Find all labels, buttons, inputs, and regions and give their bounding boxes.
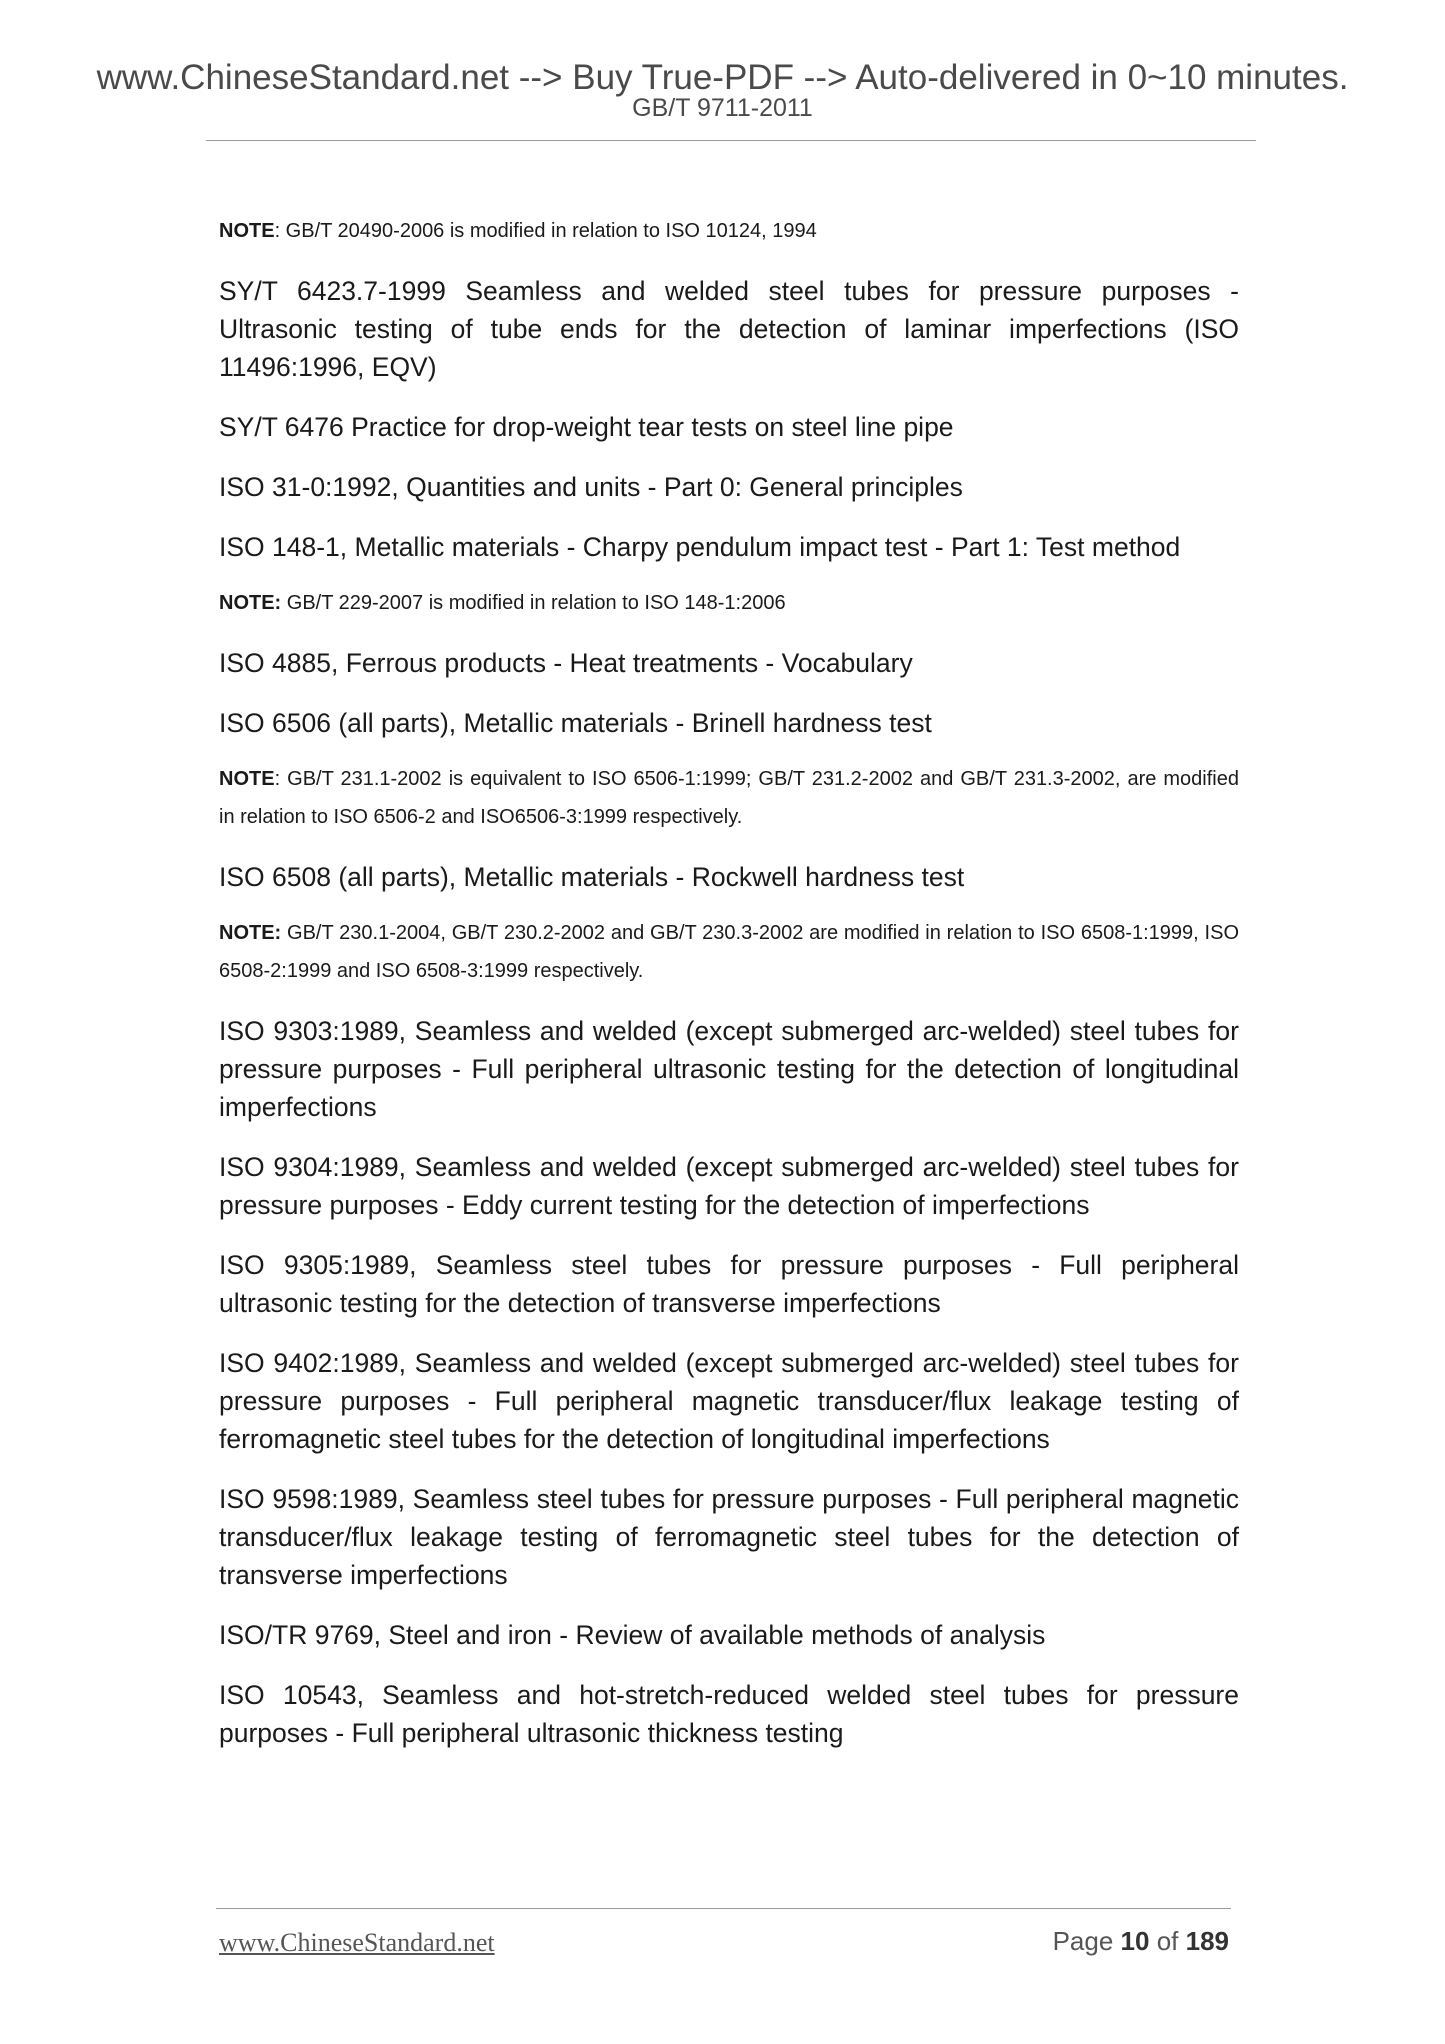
reference-entry: ISO 9402:1989, Seamless and welded (except submerged arc-welded) steel tubes for pressure purposes - Full peripheral magnetic transducer/flux leakage testing of ferromagnetic steel tubes for the detection of longitudinal imperfections (219, 1348, 1239, 1454)
page-word: Page (1052, 1926, 1114, 1956)
reference-entry: ISO 6506 (all parts), Metallic materials - Brinell hardness test (219, 708, 932, 738)
header-divider (206, 140, 1256, 141)
note-paragraph (219, 914, 1239, 990)
reference-entry: ISO 4885, Ferrous products - Heat treatments - Vocabulary (219, 648, 913, 678)
reference-entry: ISO 9303:1989, Seamless and welded (except submerged arc-welded) steel tubes for pressure purposes - Full peripheral ultrasonic testing for the detection of longitudinal imperfections (219, 1016, 1239, 1122)
page-of-word: of (1156, 1926, 1179, 1956)
reference-entry: ISO 6508 (all parts), Metallic materials - Rockwell hardness test (219, 862, 965, 892)
references-list (219, 190, 1239, 1752)
reference-entry: SY/T 6423.7-1999 Seamless and welded steel tubes for pressure purposes - Ultrasonic testing of tube ends for the detection of laminar imperfections (ISO 11496:1996, EQV) (219, 276, 1239, 382)
reference-entry: ISO 9304:1989, Seamless and welded (except submerged arc-welded) steel tubes for pressure purposes - Eddy current testing for the detection of imperfections (219, 1152, 1239, 1220)
note-label: NOTE: (219, 592, 282, 614)
reference-entry: ISO/TR 9769, Steel and iron - Review of available methods of analysis (219, 1620, 1046, 1650)
page-current: 10 (1120, 1926, 1150, 1956)
note-label: NOTE (219, 768, 275, 790)
note-label: NOTE: (219, 922, 282, 944)
reference-entry: SY/T 6476 Practice for drop-weight tear tests on steel line pipe (219, 412, 954, 442)
note-paragraph (219, 584, 1239, 622)
note-paragraph (219, 760, 1239, 836)
note-label: NOTE (219, 220, 275, 242)
note-text: : GB/T 20490-2006 is modified in relation to ISO 10124, 1994 (274, 220, 817, 242)
page-total: 189 (1185, 1926, 1229, 1956)
note-text: : GB/T 231.1-2002 is equivalent to ISO 6506-1:1999; GB/T 231.2-2002 and GB/T 231.3-2002, are modified in relation to ISO 6506-2 and ISO6506-3:1999 respectively. (219, 768, 1239, 828)
note-text: GB/T 229-2007 is modified in relation to ISO 148-1:2006 (281, 592, 786, 614)
note-text: GB/T 230.1-2004, GB/T 230.2-2002 and GB/T 230.3-2002 are modified in relation to ISO 6508-1:1999, ISO 6508-2:1999 and ISO 6508-3:1999 respectively. (219, 922, 1239, 982)
reference-entry: ISO 31-0:1992, Quantities and units - Part 0: General principles (219, 472, 963, 502)
reference-entry: ISO 9598:1989, Seamless steel tubes for pressure purposes - Full peripheral magnetic transducer/flux leakage testing of ferromagnetic steel tubes for the detection of transverse imperfections (219, 1484, 1239, 1590)
footer-site-link[interactable]: www.ChineseStandard.net (219, 1928, 495, 1957)
reference-entry: ISO 9305:1989, Seamless steel tubes for pressure purposes - Full peripheral ultrasonic testing for the detection of transverse imperfections (219, 1250, 1239, 1318)
reference-entry: ISO 148-1, Metallic materials - Charpy pendulum impact test - Part 1: Test method (219, 532, 1181, 562)
footer-divider (216, 1908, 1231, 1909)
reference-entry: ISO 10543, Seamless and hot-stretch-reduced welded steel tubes for pressure purposes - Full peripheral ultrasonic thickness testing (219, 1680, 1239, 1748)
note-paragraph (219, 212, 1239, 250)
page-indicator (1053, 1926, 1229, 1957)
document-code: GB/T 9711-2011 (632, 94, 813, 122)
header-banner: www.ChineseStandard.net --> Buy True-PDF --> Auto-delivered in 0~10 minutes. (96, 58, 1349, 97)
